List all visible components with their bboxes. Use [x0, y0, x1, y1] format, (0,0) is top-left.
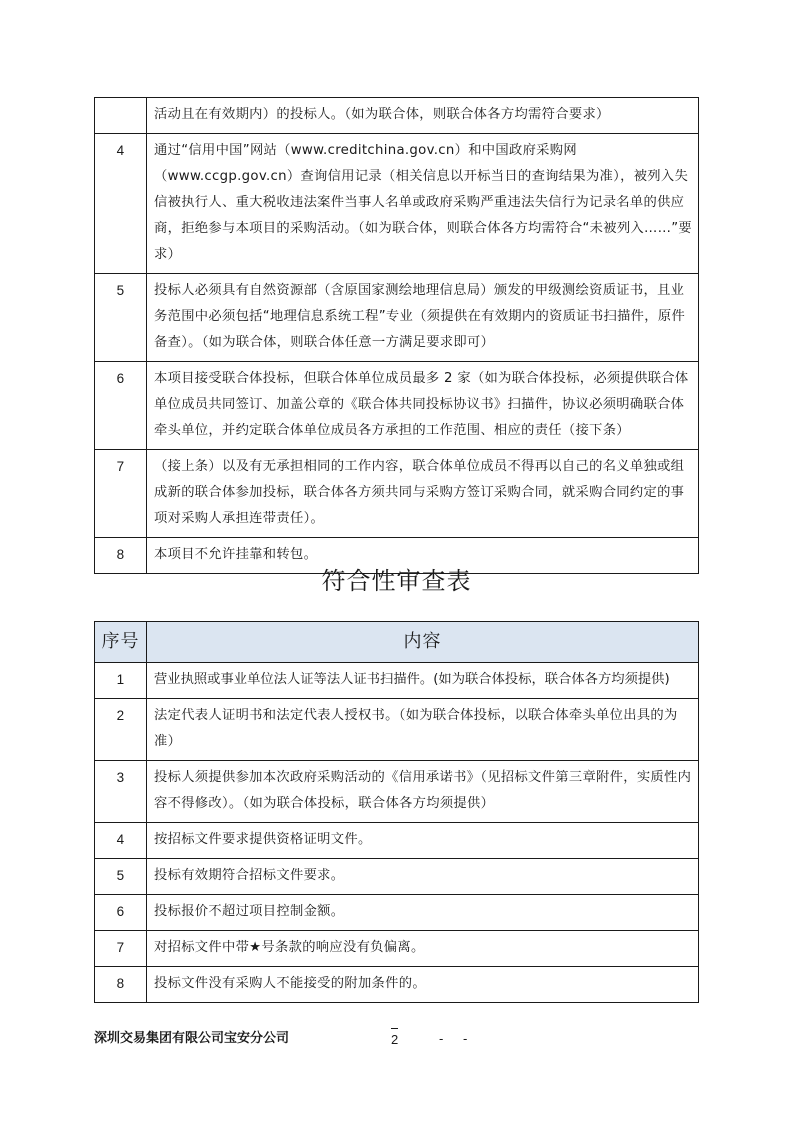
footer-dashes: - -: [439, 1031, 476, 1046]
table-row: [95, 761, 699, 823]
row-content: 本项目不允许挂靠和转包。: [147, 538, 699, 574]
compliance-table-header: [95, 622, 699, 663]
compliance-table-body: [95, 663, 699, 1003]
row-content: 对招标文件中带★号条款的响应没有负偏离。: [147, 931, 699, 967]
table-row: [95, 859, 699, 895]
row-content: 投标报价不超过项目控制金额。: [147, 895, 699, 931]
row-number: 6: [95, 895, 147, 931]
table-row: [95, 823, 699, 859]
table-row: [95, 450, 699, 538]
table-row: [95, 98, 699, 134]
row-number: 5: [95, 274, 147, 362]
row-content: 投标文件没有采购人不能接受的附加条件的。: [147, 967, 699, 1003]
page-number: 2: [391, 1028, 398, 1051]
page-footer: [94, 1028, 699, 1052]
compliance-table: [94, 621, 699, 1003]
table-row: [95, 931, 699, 967]
row-number: 8: [95, 538, 147, 574]
row-content: 通过“信用中国”网站（www.creditchina.gov.cn）和中国政府采购网（www.ccgp.gov.cn）查询信用记录（相关信息以开标当日的查询结果为准），被列入失信被执行人、重大税收违法案件当事人名单或政府采购严重违法失信行为记录名单的供应商，拒绝参与本项目的采购活动。（如为联合体，则联合体各方均需符合“未被列入……”要求）: [147, 134, 699, 274]
table-row: [95, 663, 699, 699]
table-row: [95, 134, 699, 274]
row-number: 4: [95, 823, 147, 859]
row-content: （接上条）以及有无承担相同的工作内容，联合体单位成员不得再以自己的名义单独或组成新的联合体参加投标，联合体各方须共同与采购方签订采购合同，就采购合同约定的事项对采购人承担连带责任）。: [147, 450, 699, 538]
row-number: 6: [95, 362, 147, 450]
row-content: 投标人必须具有自然资源部（含原国家测绘地理信息局）颁发的甲级测绘资质证书，且业务范围中必须包括“地理信息系统工程”专业（须提供在有效期内的资质证书扫描件，原件备查）。（如为联合体，则联合体任意一方满足要求即可）: [147, 274, 699, 362]
table-row: [95, 967, 699, 1003]
footer-company: 深圳交易集团有限公司宝安分公司: [94, 1031, 290, 1046]
row-content: 投标有效期符合招标文件要求。: [147, 859, 699, 895]
table-row: [95, 699, 699, 761]
table-row: [95, 362, 699, 450]
header-content: 内容: [147, 622, 699, 663]
row-content: 投标人须提供参加本次政府采购活动的《信用承诺书》（见招标文件第三章附件，实质性内容不得修改）。（如为联合体投标，联合体各方均须提供）: [147, 761, 699, 823]
row-number: 8: [95, 967, 147, 1003]
table-row: [95, 895, 699, 931]
row-number: 7: [95, 450, 147, 538]
header-row: [95, 622, 699, 663]
section-title: 符合性审查表: [321, 567, 472, 595]
row-number: 2: [95, 699, 147, 761]
row-number: 3: [95, 761, 147, 823]
row-number: [95, 98, 147, 134]
row-content: 活动且在有效期内）的投标人。（如为联合体，则联合体各方均需符合要求）: [147, 98, 699, 134]
requirements-table: [94, 97, 699, 574]
row-number: 7: [95, 931, 147, 967]
row-number: 5: [95, 859, 147, 895]
row-content: 法定代表人证明书和法定代表人授权书。（如为联合体投标，以联合体牵头单位出具的为准）: [147, 699, 699, 761]
header-num: 序号: [95, 622, 147, 663]
row-number: 4: [95, 134, 147, 274]
row-content: 本项目接受联合体投标，但联合体单位成员最多 2 家（如为联合体投标，必须提供联合体单位成员共同签订、加盖公章的《联合体共同投标协议书》扫描件，协议必须明确联合体牵头单位，并约定联合体单位成员各方承担的工作范围、相应的责任（接下条）: [147, 362, 699, 450]
row-number: 1: [95, 663, 147, 699]
row-content: 营业执照或事业单位法人证等法人证书扫描件。(如为联合体投标，联合体各方均须提供): [147, 663, 699, 699]
requirements-table-body: [95, 98, 699, 574]
row-content: 按招标文件要求提供资格证明文件。: [147, 823, 699, 859]
table-row: [95, 274, 699, 362]
